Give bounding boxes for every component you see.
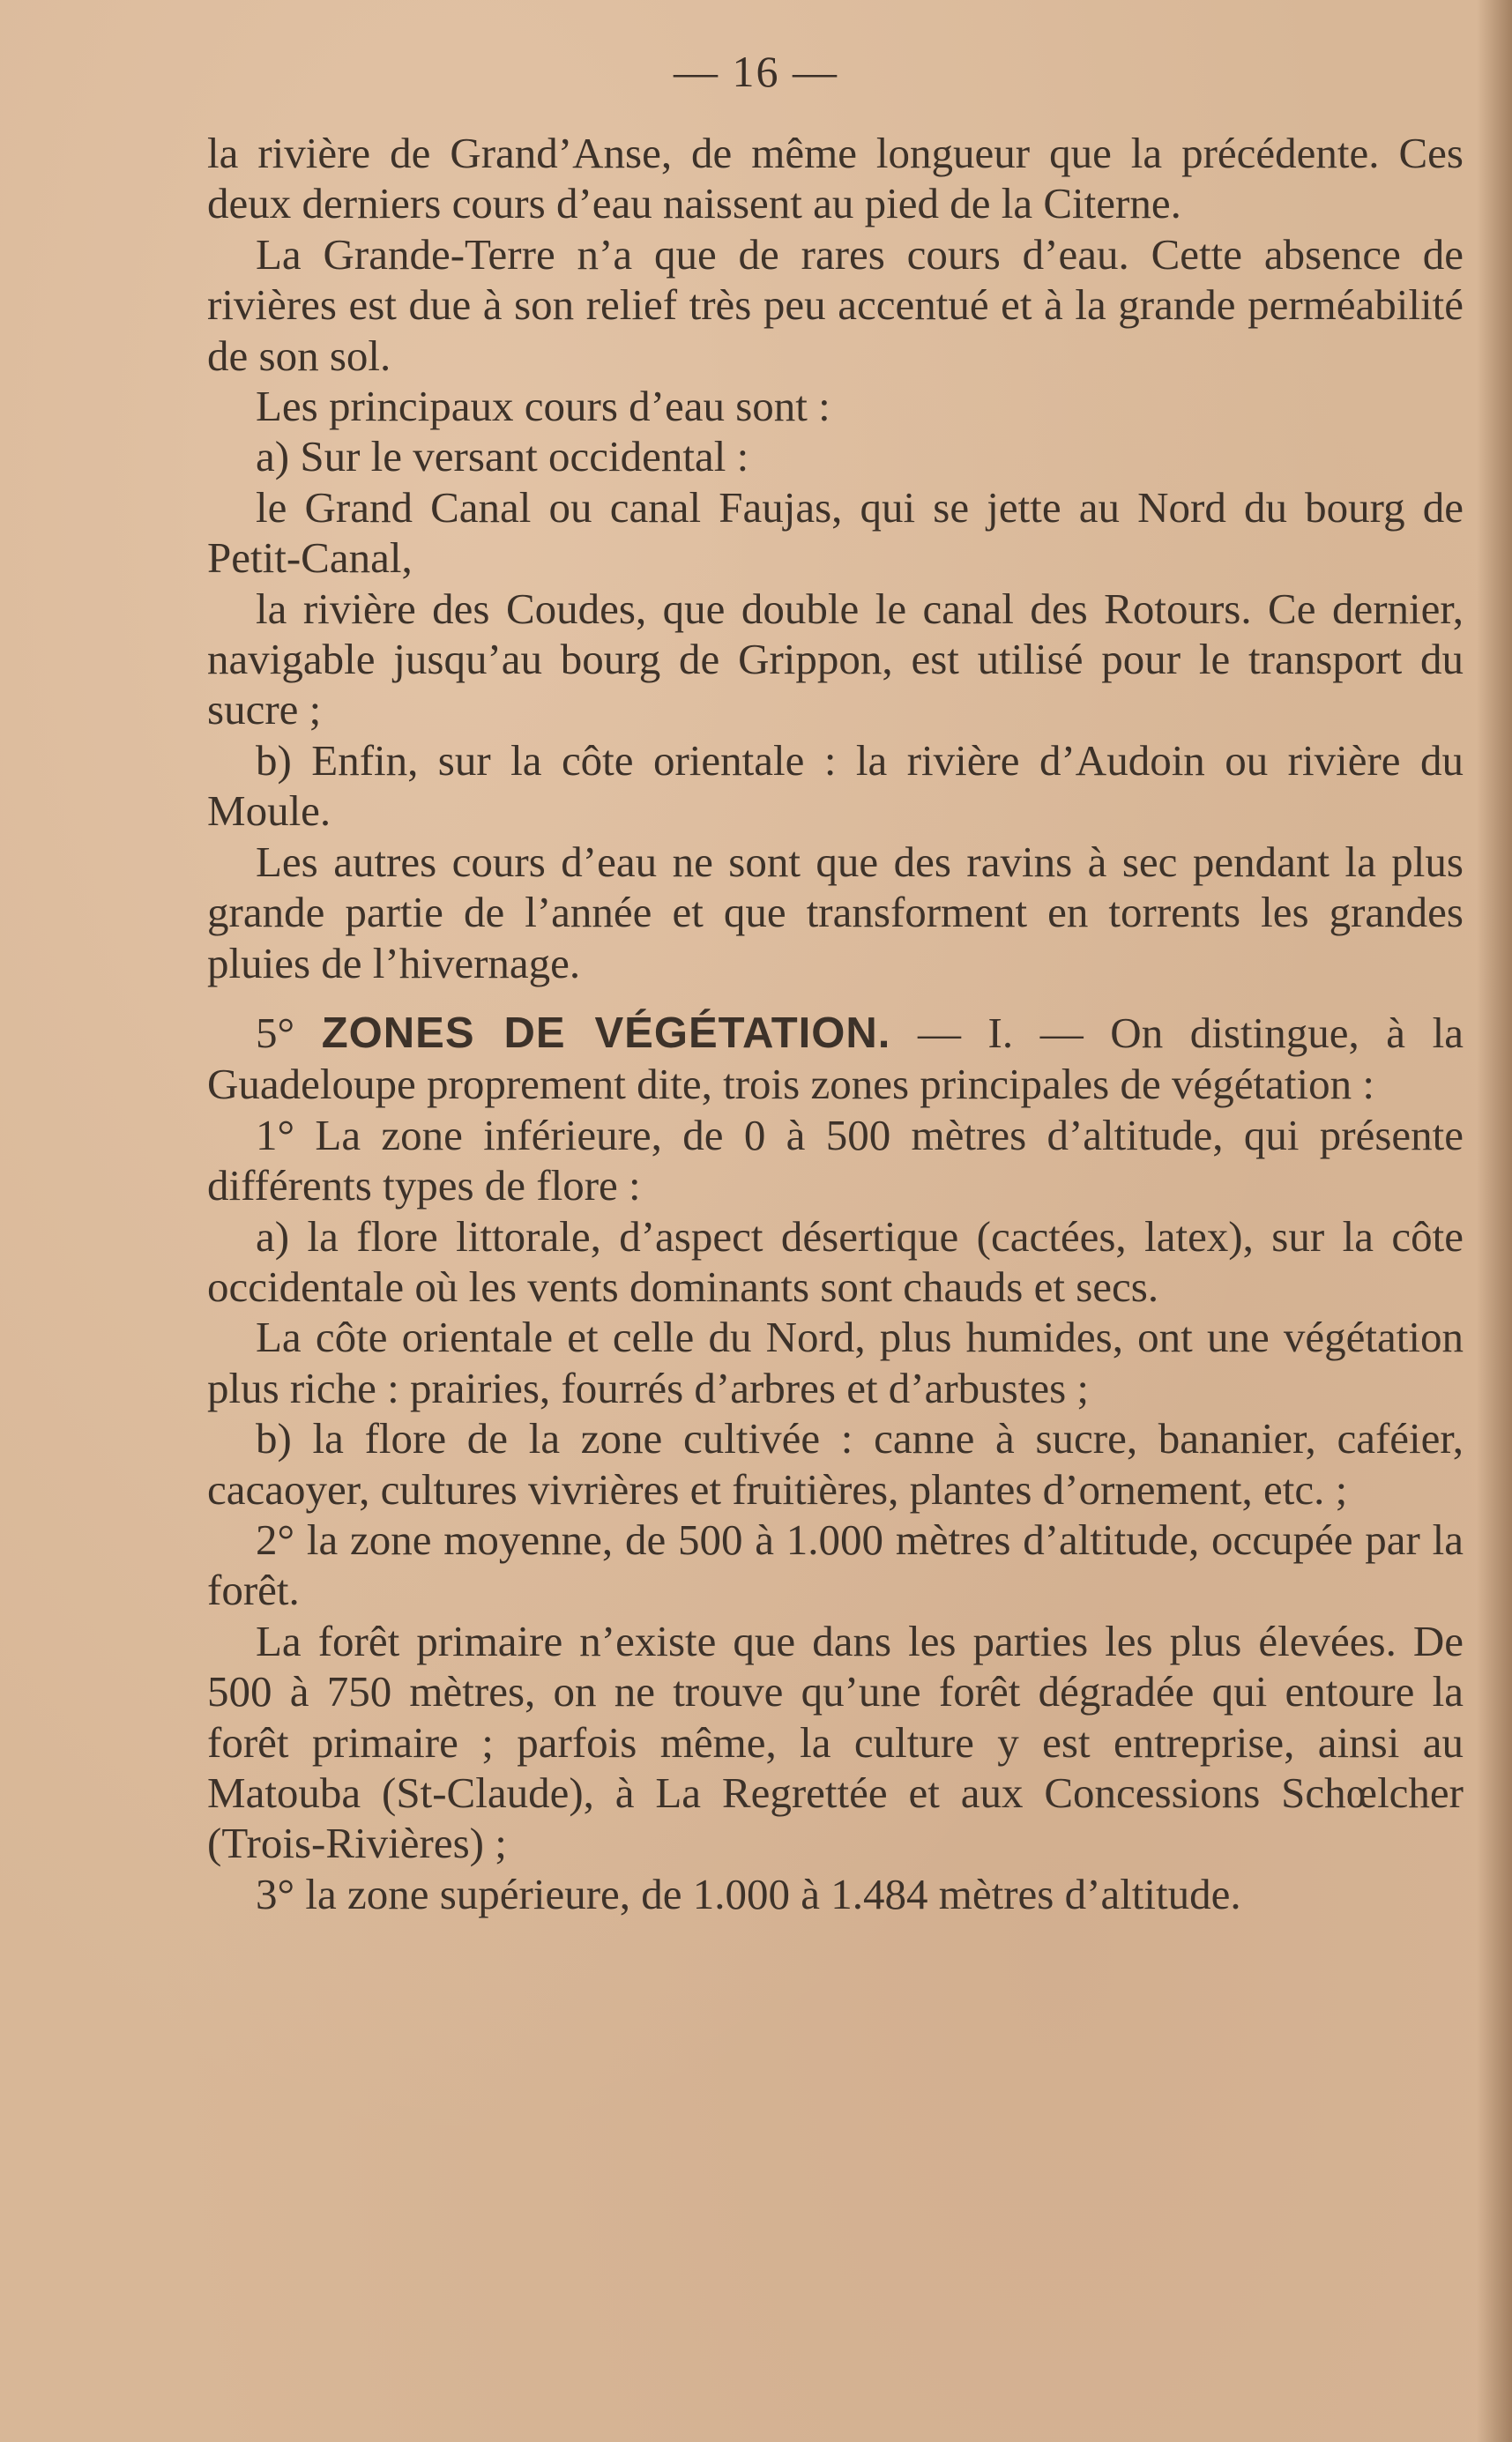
paragraph: 1° La zone inférieure, de 0 à 500 mètres d’altitude, qui présente différents types de flore : <box>207 1110 1464 1210</box>
section-title: ZONES DE VÉGÉTATION. <box>321 1009 891 1057</box>
paragraph: 2° la zone moyenne, de 500 à 1.000 mètres d’altitude, occupée par la forêt. <box>207 1515 1464 1615</box>
paragraph: La Grande-Terre n’a que de rares cours d’eau. Cette absence de rivières est due à son relief très peu accentué et à la grande perméabilité de son sol. <box>207 229 1464 380</box>
paragraph: b) la flore de la zone cultivée : canne à sucre, bananier, caféier, cacaoyer, cultures vivrières et fruitières, plantes d’ornement, etc. ; <box>207 1414 1464 1514</box>
paragraph: Les autres cours d’eau ne sont que des ravins à sec pendant la plus grande partie de l’année et que transforment en torrents les grandes pluies de l’hivernage. <box>207 837 1464 987</box>
paragraph: la rivière des Coudes, que double le canal des Rotours. Ce dernier, navigable jusqu’au bourg de Grippon, est utilisé pour le transport du sucre ; <box>207 584 1464 734</box>
paragraph: a) la flore littorale, d’aspect désertique (cactées, latex), sur la côte occidentale où les vents dominants sont chauds et secs. <box>207 1211 1464 1311</box>
paragraph: la rivière de Grand’Anse, de même longueur que la précédente. Ces deux derniers cours d’eau naissent au pied de la Citerne. <box>207 129 1464 228</box>
section-number: 5° <box>256 1008 295 1057</box>
paragraph: b) Enfin, sur la côte orientale : la rivière d’Audoin ou rivière du Moule. <box>207 735 1464 836</box>
paragraph: a) Sur le versant occidental : <box>256 432 749 481</box>
section-heading-paragraph <box>207 1008 1464 1110</box>
body-text <box>207 128 1464 1919</box>
page-number: — 16 — <box>674 47 838 96</box>
page-spine-shadow <box>1477 0 1512 2442</box>
paragraph: le Grand Canal ou canal Faujas, qui se jette au Nord du bourg de Petit-Canal, <box>207 482 1464 583</box>
paragraph: 3° la zone supérieure, de 1.000 à 1.484 mètres d’altitude. <box>256 1869 1241 1918</box>
section-spacer <box>207 988 1464 1008</box>
paragraph: La côte orientale et celle du Nord, plus humides, ont une végétation plus riche : prairies, fourrés d’arbres et d’arbustes ; <box>207 1313 1464 1412</box>
section-intro: — I. — On distingue, à la Guadeloupe proprement dite, trois zones principales de végétation : <box>207 1008 1464 1109</box>
paragraph: Les principaux cours d’eau sont : <box>256 382 830 431</box>
paragraph: La forêt primaire n’existe que dans les parties les plus élevées. De 500 à 750 mètres, on ne trouve qu’une forêt dégradée qui entoure la forêt primaire ; parfois même, la culture y est entreprise, ainsi au Matouba (St-Claude), à La Regrettée et aux Concessions Schœlcher (Trois-Rivières) ; <box>207 1616 1464 1868</box>
